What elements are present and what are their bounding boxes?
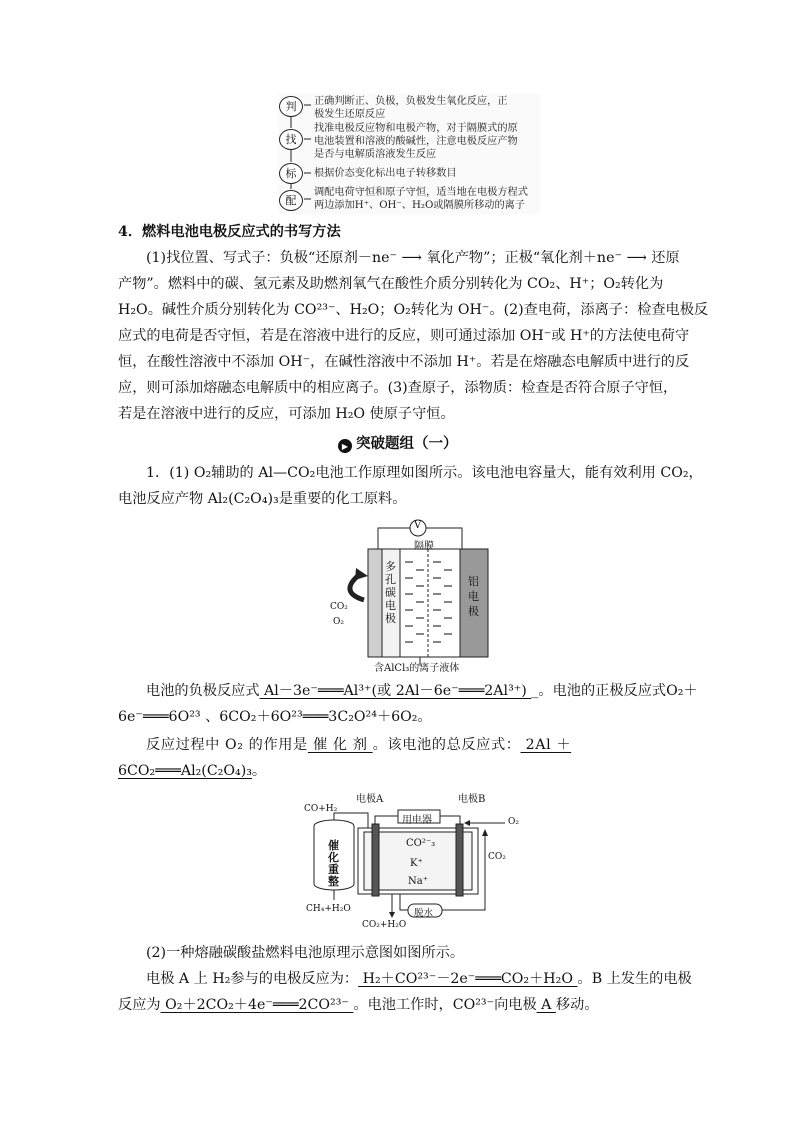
section-line-6: 应，则可添加熔融态电解质中的相应离子。(3)查原子，添物质：检查是否符合原子守恒， — [118, 380, 678, 396]
q1-role-prefix: 反应过程中 O₂ 的作用是 — [146, 737, 308, 753]
device-label: 用电器 — [402, 815, 432, 826]
q1-negative-line — [146, 678, 706, 704]
flow-node-mark: 标 — [279, 163, 303, 184]
figure-molten-carbonate-cell — [300, 786, 530, 934]
q2-a-answer: H₂＋CO²³⁻－2e⁻═══CO₂＋H₂O — [358, 971, 578, 987]
electrode-a-label: 电极A — [356, 794, 384, 805]
q1-role-line — [146, 732, 706, 758]
group-title — [338, 432, 458, 453]
al-electrode-label: 铝电极 — [468, 575, 479, 618]
dehydrate-label: 脱水 — [414, 908, 434, 919]
q2-direction-suffix: 移动。 — [555, 997, 599, 1013]
flowchart — [278, 94, 540, 214]
co2-label: CO₂ — [330, 602, 348, 612]
flow-text-2b: 电池装置和溶液的酸碱性，注意电极反应产物 — [314, 136, 518, 147]
q1-intro-2: 电池反应产物 Al₂(C₂O₄)₃是重要的化工原料。 — [118, 491, 407, 507]
section-line-3: H₂O。碱性介质分别转化为 CO²³⁻、H₂O；O₂转化为 OH⁻。(2)查电荷，添离子：检查电极反 — [118, 302, 709, 318]
flow-text-1b: 极发生还原反应 — [314, 109, 386, 120]
q2-direction-answer: A — [536, 997, 556, 1013]
co2-label-2: CO₂ — [488, 852, 506, 862]
play-icon: ▶ — [338, 439, 352, 453]
q2-b-answer: O₂＋2CO₂＋4e⁻═══2CO²³⁻ — [160, 997, 354, 1013]
section-heading: 4．燃料电池电极反应式的书写方法 — [118, 224, 341, 240]
flow-node-judge: 判 — [279, 96, 303, 117]
q1-role-suffix: 。该电池的总反应式： — [372, 737, 521, 753]
section-line-2: 产物”。燃料中的碳、氢元素及助燃剂氧气在酸性介质分别转化为 CO₂、H⁺；O₂转化为 — [118, 276, 664, 292]
section-line-7: 若是在溶液中进行的反应，可添加 H₂O 使原子守恒。 — [118, 406, 455, 422]
q2-b-prefix: 反应为 — [118, 997, 161, 1013]
q1-positive-line2: 6e⁻═══6O²³ 、6CO₂＋6O²³═══3C₂O²⁴＋6O₂。 — [118, 709, 432, 725]
q2-a-prefix: 电极 A 上 H₂参与的电极反应为： — [146, 971, 359, 987]
section-line-5: 恒，在酸性溶液中不添加 OH⁻，在碱性溶液中不添加 H⁺。若是在熔融态电解质中进行的反 — [118, 354, 690, 370]
q1-total-answer-2: 6CO₂═══Al₂(C₂O₄)₃ — [118, 763, 252, 779]
flow-node-find: 找 — [279, 129, 303, 150]
flow-node-balance: 配 — [279, 190, 303, 211]
flow-text-2c: 是否与电解质溶液发生反应 — [314, 149, 437, 160]
flow-text-3: 根据价态变化标出电子转移数目 — [314, 168, 457, 179]
feed-in-label: CO+H₂ — [304, 804, 338, 814]
o2-label: O₂ — [333, 617, 344, 627]
q1-neg-suffix: _。电池的正极反应式O₂＋ — [531, 683, 698, 699]
exhaust-label: CO₂+H₂O — [362, 920, 407, 930]
q1-role-answer: 催 化 剂 — [307, 737, 373, 753]
electrolyte-caption: 含AlCl₃的离子液体 — [374, 663, 460, 674]
ion-potassium: K⁺ — [410, 858, 423, 869]
q1-total-answer-1: 2Al ＋ — [520, 737, 572, 753]
o2-label-2: O₂ — [508, 817, 519, 827]
q1-total-line2 — [118, 758, 678, 784]
ion-carbonate: CO²⁻₃ — [406, 838, 436, 849]
flow-text-4b: 两边添加H⁺、OH⁻、H₂O或隔膜所移动的离子 — [314, 200, 526, 211]
figure-al-co2-battery — [330, 518, 500, 672]
q2-electrode-b-line — [118, 992, 678, 1018]
carbon-electrode-label: 多孔碳电极 — [385, 560, 396, 625]
q2-b-suffix: 。电池工作时，CO²³⁻向电极 — [353, 997, 537, 1013]
membrane-label: 隔膜 — [414, 541, 434, 552]
flow-text-2a: 找准电极反应物和电极产物，对于隔膜式的原 — [314, 123, 518, 134]
group-title-text: 突破题组（一） — [356, 435, 458, 452]
reformer-label: 催化重整 — [328, 839, 339, 888]
section-line-4: 应式的电荷是否守恒，若是在溶液中进行的反应，则可通过添加 OH⁻或 H⁺的方法使电荷守 — [118, 328, 690, 344]
voltmeter-label: V — [414, 520, 422, 531]
reformer-in-label: CH₄+H₂O — [306, 904, 351, 914]
flow-text-4a: 调配电荷守恒和原子守恒，适当地在电极方程式 — [314, 187, 528, 198]
q1-neg-answer: Al－3e⁻═══Al³⁺(或 2Al－6e⁻═══2Al³⁺) — [259, 683, 532, 699]
electrode-b-label: 电极B — [458, 794, 486, 805]
q2-electrode-a-line — [146, 966, 706, 992]
section-line-1: (1)找位置、写式子：负极“还原剂－ne⁻ ⟶ 氧化产物”；正极“氧化剂＋ne⁻ ⟶ 还原 — [146, 250, 680, 266]
q1-neg-prefix: 电池的负极反应式 — [146, 683, 260, 699]
q1-total-suffix: 。 — [251, 763, 267, 779]
q1-intro-1: 1．(1) O₂辅助的 Al—CO₂电池工作原理如图所示。该电池电容量大，能有效利用 CO₂， — [146, 465, 703, 481]
ion-sodium: Na⁺ — [408, 876, 428, 887]
flow-text-1a: 正确判断正、负极，负极发生氧化反应，正 — [314, 96, 508, 107]
q2-a-suffix: 。B 上发生的电极 — [577, 971, 692, 987]
q2-intro: (2)一种熔融碳酸盐燃料电池原理示意图如图所示。 — [146, 945, 465, 961]
